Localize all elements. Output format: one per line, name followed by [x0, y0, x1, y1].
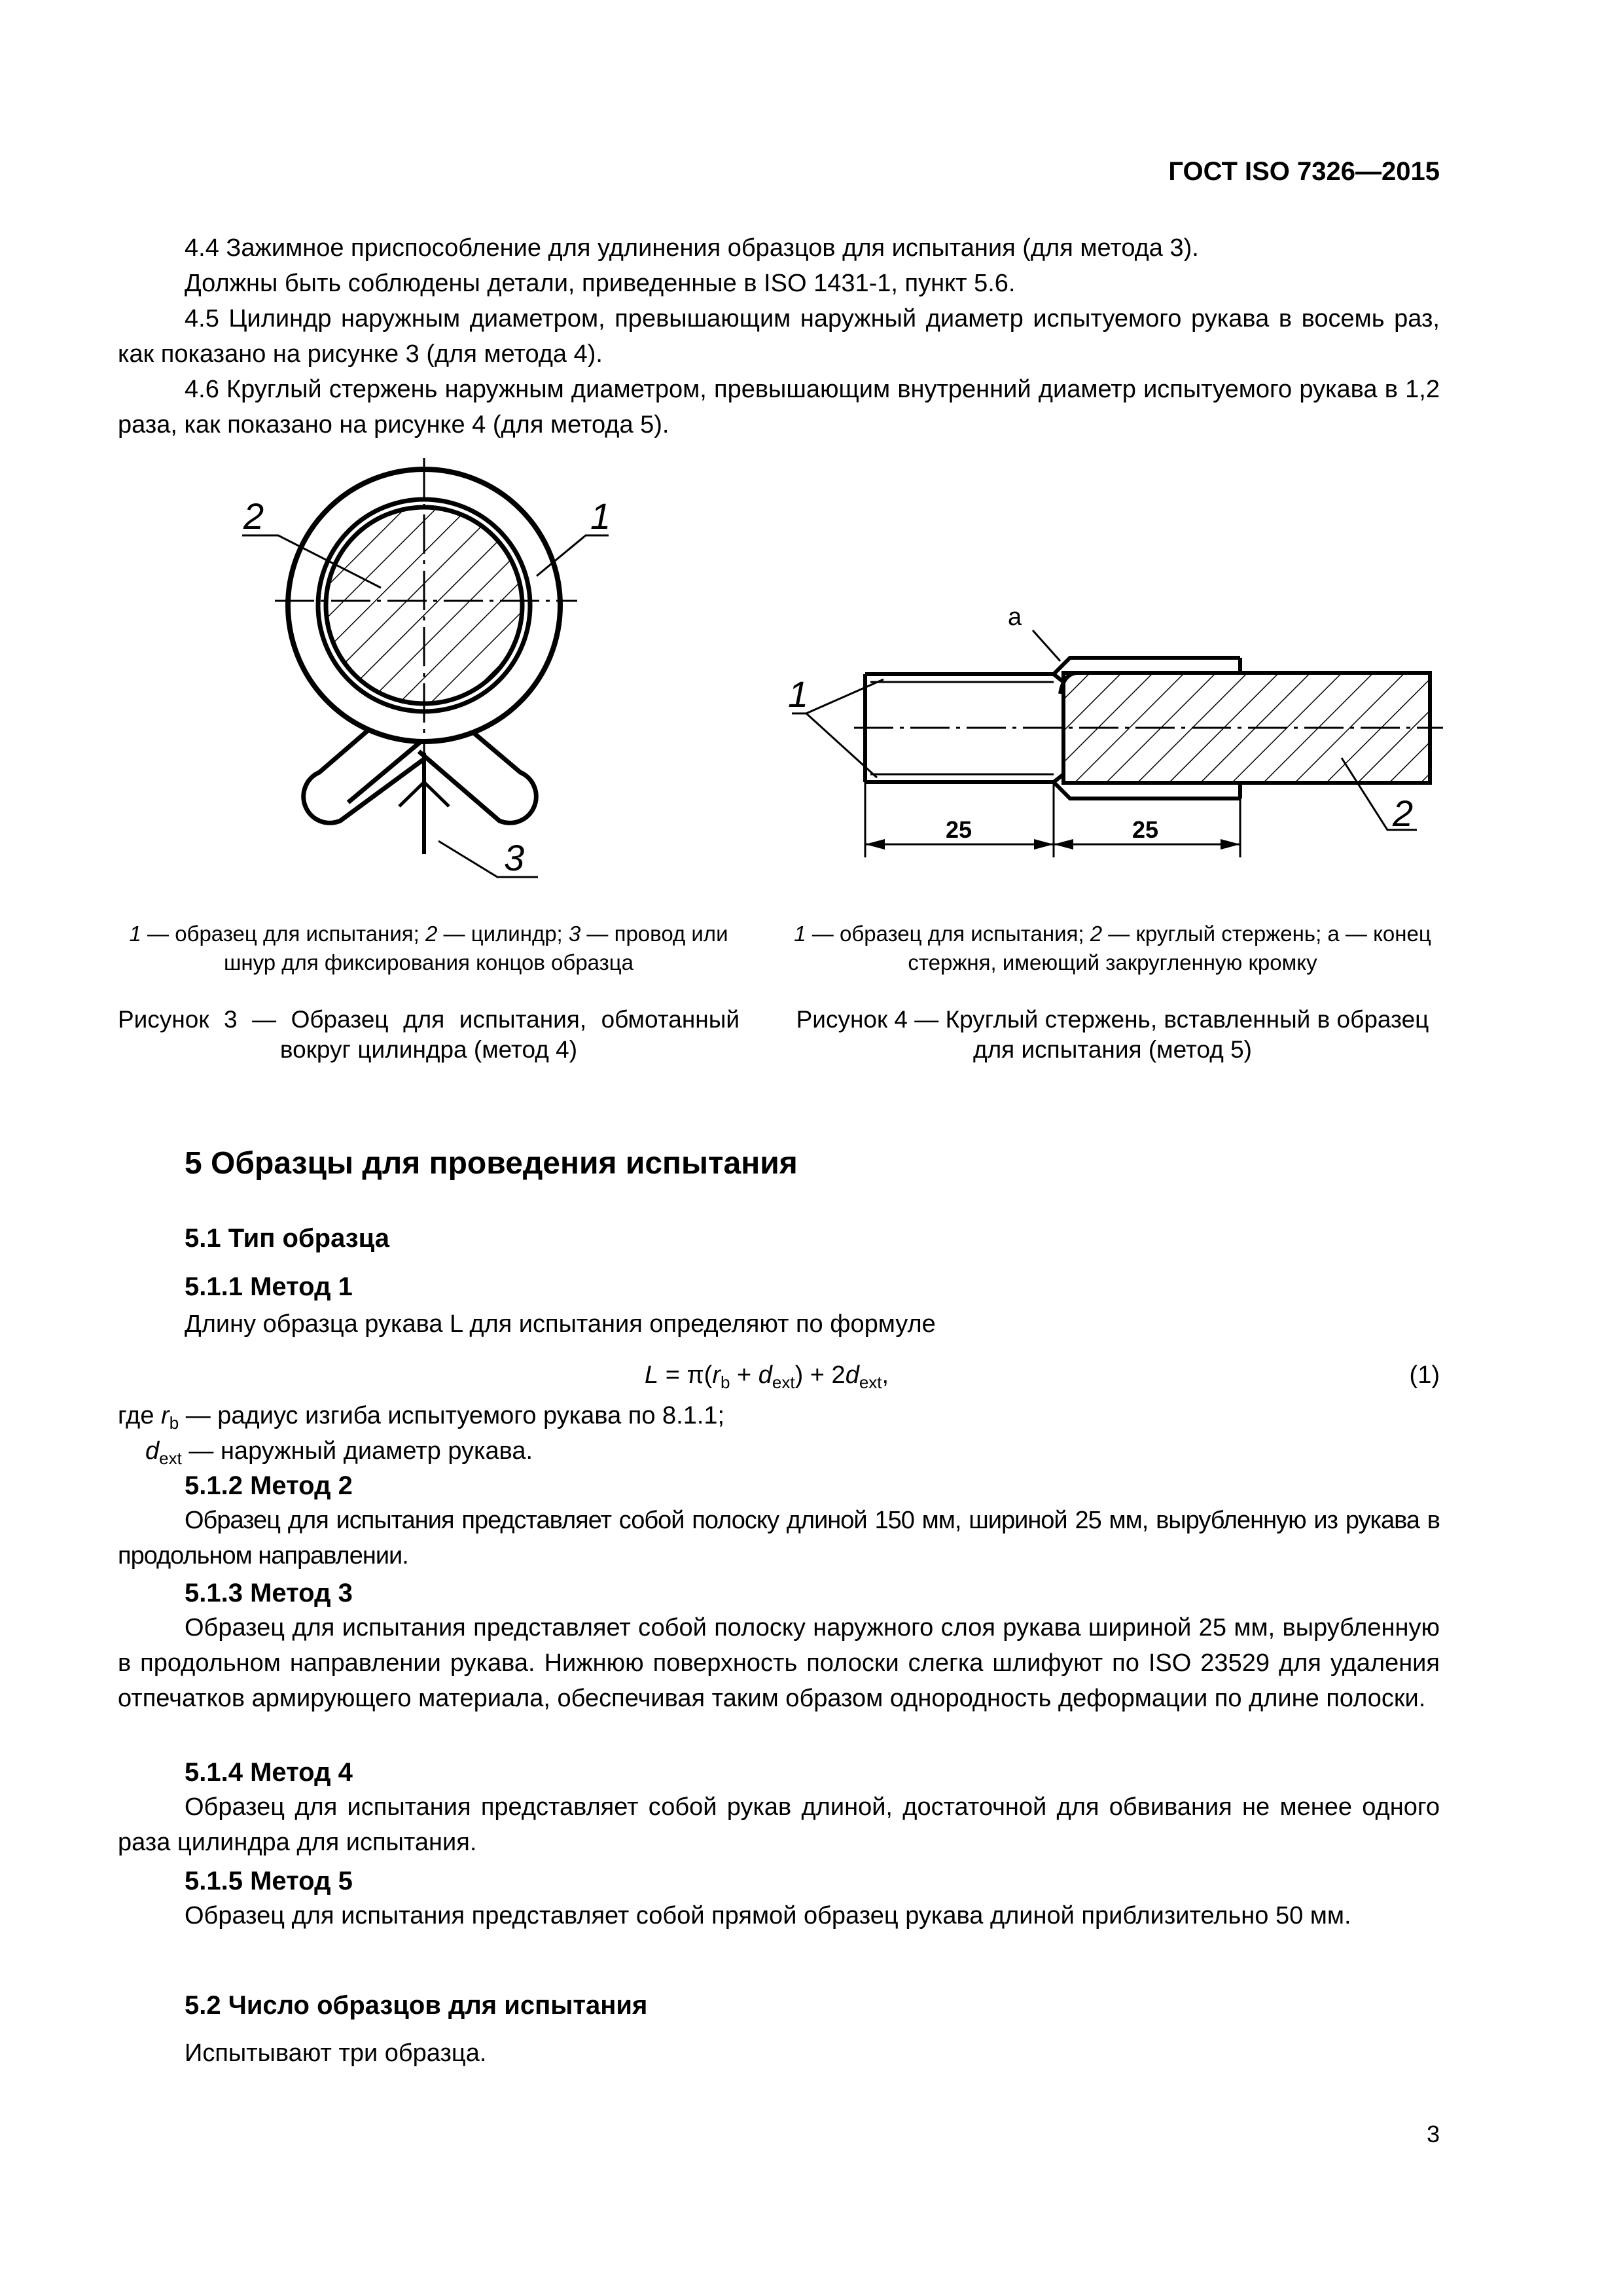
figure-3-label-1: 1 — [590, 495, 611, 537]
section-5-heading: 5 Образцы для проведения испытания — [185, 1146, 798, 1181]
figure-4-dimension-1: 25 — [946, 816, 972, 843]
section-5-1-2-heading: 5.1.2 Метод 2 — [185, 1471, 353, 1500]
figure-3-caption: Рисунок 3 — Образец для испытания, обмотанный вокруг цилиндра (метод 4) — [118, 1006, 740, 1063]
paragraph-5-1-5: Образец для испытания представляет собой прямой образец рукава длиной приблизительно 50 мм. — [185, 1902, 1351, 1929]
page-number: 3 — [1426, 2121, 1440, 2147]
figure-3-legend: 1 — образец для испытания; 2 — цилиндр; 3 — провод или шнур для фиксирования концов образца — [129, 922, 728, 975]
figure-3-group — [242, 458, 611, 878]
figure-4-label-1: 1 — [788, 673, 809, 715]
section-5-1-1-heading: 5.1.1 Метод 1 — [185, 1272, 353, 1301]
section-5-1-3-heading: 5.1.3 Метод 3 — [185, 1579, 353, 1607]
formula-1: $L = \pi(r_b + d_{ext}) + 2d_{ext}$, — [645, 1361, 889, 1392]
formula-number: (1) — [1409, 1361, 1440, 1389]
paragraph-5-1-2: Образец для испытания представляет собой полоску длиной 150 мм, шириной 25 мм, вырубленную из рукава в продольном направлении. — [118, 1507, 1440, 1570]
section-5-1-5-heading: 5.1.5 Метод 5 — [185, 1867, 353, 1895]
section-5-2-heading: 5.2 Число образцов для испытания — [185, 1991, 648, 2020]
figure-4-group — [788, 603, 1443, 857]
paragraph-4-5: 4.5 Цилиндр наружным диаметром, превышающим наружный диаметр испытуемого рукава в восемь раз, как показано на рисунке 3 (для метода 4). — [118, 305, 1440, 368]
figure-3-label-3: 3 — [504, 837, 525, 878]
where-r-b: где $r_b$ — радиус изгиба испытуемого рукава по 8.1.1; — [118, 1402, 725, 1433]
figure-4-legend: 1 — образец для испытания; 2 — круглый стержень; a — конец стержня, имеющий закругленную кромку — [794, 922, 1431, 975]
figure-4-dimension-2: 25 — [1132, 816, 1159, 843]
paragraph-5-2: Испытывают три образца. — [185, 2039, 487, 2067]
where-d-ext: $d_{ext}$ — наружный диаметр рукава. — [145, 1437, 533, 1468]
paragraph-5-1-1: Длину образца рукава L для испытания определяют по формуле — [185, 1310, 936, 1338]
figure-4-label-a: a — [1008, 603, 1022, 631]
figure-4-caption: Рисунок 4 — Круглый стержень, вставленный в образец для испытания (метод 5) — [796, 1006, 1429, 1063]
figure-4-label-2: 2 — [1393, 793, 1414, 834]
paragraph-5-1-3: Образец для испытания представляет собой полоску наружного слоя рукава шириной 25 мм, вырубленную в продольном направлении рукава. Нижнюю поверхность полоски слегка шлифуют по ISO 23529 для удаления отпечатков армирующего материала, обеспечивая таким образом однородность деформации по длине полоски. — [118, 1614, 1440, 1712]
paragraph-4-4-details: Должны быть соблюдены детали, приведенные в ISO 1431-1, пункт 5.6. — [185, 270, 1016, 297]
document-header: ГОСТ ISO 7326—2015 — [1168, 157, 1440, 186]
section-5-1-heading: 5.1 Тип образца — [185, 1224, 390, 1253]
paragraph-4-4: 4.4 Зажимное приспособление для удлинения образцов для испытания (для метода 3). — [185, 234, 1199, 262]
paragraph-4-6: 4.6 Круглый стержень наружным диаметром, превышающим внутренний диаметр испытуемого рукава в 1,2 раза, как показано на рисунке 4 (для метода 5). — [118, 376, 1440, 439]
figure-3-label-2: 2 — [243, 495, 264, 537]
paragraph-5-1-4: Образец для испытания представляет собой рукав длиной, достаточной для обвивания не менее одного раза цилиндра для испытания. — [118, 1793, 1440, 1856]
section-5-1-4-heading: 5.1.4 Метод 4 — [185, 1758, 353, 1787]
